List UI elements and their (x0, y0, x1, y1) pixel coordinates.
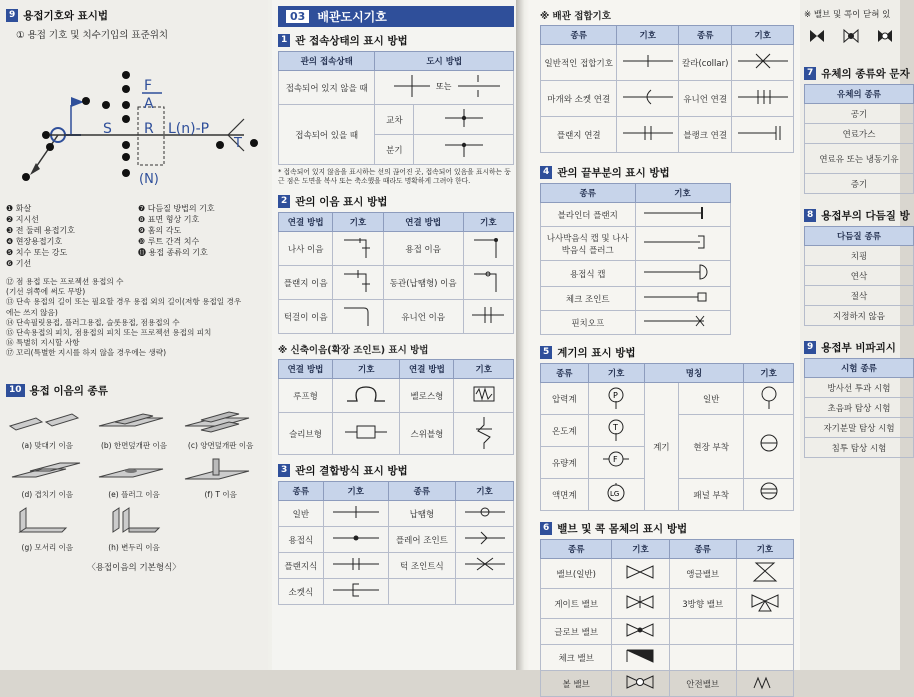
symbol-cell (456, 527, 514, 553)
table-cell: 플레어 조인트 (388, 527, 455, 553)
figure-caption: 〈용접이음의 기본형식〉 (87, 562, 181, 573)
column-header: 명칭 (644, 364, 743, 383)
column-header: 종류 (669, 540, 736, 559)
column-header: 기호 (588, 364, 644, 383)
table-cell: 안전밸브 (669, 671, 736, 697)
table-cell: 압력계 (541, 383, 589, 415)
table-cell: 연삭 (805, 266, 914, 286)
legend-item: ❻ 기선 (6, 259, 32, 268)
table-cell: 볼 밸브 (541, 671, 612, 697)
symbol-cell (323, 527, 388, 553)
note-line: ⑫ 점 용접 또는 프로젝션 용접의 수 (6, 277, 124, 286)
section-number: 8 (804, 209, 816, 222)
symbol-cell (414, 105, 514, 135)
label-S: S (103, 121, 112, 137)
symbol-cell (456, 579, 514, 605)
column-header: 시험 종류 (805, 359, 914, 378)
joint-label: (c) 양면덮개판 이음 (187, 440, 254, 450)
legend-item: ❹ 현장용접기호 (6, 237, 63, 246)
column-header: 기호 (332, 360, 399, 379)
chapter-band (278, 6, 514, 27)
section-5-heading (540, 345, 794, 360)
legend-item: ❽ 표면 형상 기호 (138, 215, 200, 224)
section-3-heading (278, 463, 514, 478)
joint-label: (f) T 이음 (204, 489, 237, 499)
column-header: 기호 (617, 26, 678, 45)
legend-item: ❾ 홈의 각도 (138, 226, 182, 235)
symbol-cell (736, 645, 793, 671)
joint-label: (a) 맞대기 이음 (21, 440, 74, 450)
table-cell: 유니언 연결 (678, 81, 732, 117)
symbol-cell (736, 671, 793, 697)
column-header: 종류 (541, 184, 636, 203)
pipe-end-table (540, 183, 731, 335)
table-cell: 용접식 (279, 527, 324, 553)
symbol-cell (463, 232, 513, 266)
note-line: (기선 위쪽에 써도 무방) (6, 287, 86, 297)
column-header: 유체의 종류 (805, 85, 914, 104)
table-cell: 마개와 소켓 연결 (541, 81, 617, 117)
symbol-cell (333, 232, 383, 266)
table-cell: 턱 조인트식 (388, 553, 455, 579)
finish-table (804, 226, 914, 326)
column-header: 기호 (333, 213, 383, 232)
legend-item: ❼ 다듬질 방법의 기호 (138, 204, 215, 213)
table-cell: 턱걸이 이음 (279, 300, 333, 334)
column-header: 종류 (541, 364, 589, 383)
column-header: 기호 (323, 482, 388, 501)
column-header: 다듬질 종류 (805, 227, 914, 246)
table-cell: 블랭크 연결 (678, 117, 732, 153)
gauge-table (540, 363, 794, 511)
column-header: 연결 방법 (279, 213, 333, 232)
table-cell (669, 645, 736, 671)
section-number: 2 (278, 195, 290, 208)
symbol-cell (736, 559, 793, 589)
table-cell: 앵글밸브 (669, 559, 736, 589)
symbol-cell (323, 553, 388, 579)
joint-figure (93, 506, 176, 553)
table-cell: 납땜형 (388, 501, 455, 527)
table-cell: 체크 밸브 (541, 645, 612, 671)
section-title: 유체의 종류와 문자 (821, 68, 910, 80)
column-header: 관의 접속상태 (279, 52, 375, 71)
joint-symbol-heading: ※ 배관 접합기호 (540, 11, 611, 22)
table-cell: 동관(납땜형) 이음 (383, 266, 463, 300)
gauge-letter: LG (610, 490, 620, 498)
section-number: 7 (804, 67, 816, 80)
joint-label: (e) 플러그 이음 (108, 489, 160, 499)
symbol-cell (732, 45, 794, 81)
symbol-cell (635, 203, 730, 227)
column-header: 기호 (456, 482, 514, 501)
section-10-heading (6, 383, 262, 398)
weld-symbol-diagram (6, 45, 262, 195)
middle-page (272, 0, 520, 670)
valve-closed-note: ※ 밸브 및 콕이 닫혀 있 (804, 10, 891, 20)
symbol-cell (736, 589, 793, 619)
column-header: 기호 (744, 364, 794, 383)
pipe-coupling-table (278, 481, 514, 605)
section-title: 용접부 비파괴시 (821, 342, 896, 354)
symbol-cell (736, 619, 793, 645)
column-header: 기호 (454, 360, 514, 379)
label-R: R (144, 121, 154, 137)
table-cell: 온도계 (541, 415, 589, 447)
column-header: 연결 방법 (400, 360, 454, 379)
table-cell: 자기분말 탐상 시험 (805, 418, 914, 438)
joint-label: (h) 변두리 이음 (108, 542, 160, 552)
joint-figure (6, 457, 89, 500)
table-cell: 체크 조인트 (541, 287, 636, 311)
section-title: 밸브 및 콕 몸체의 표시 방법 (557, 523, 688, 535)
section-1-heading (278, 33, 514, 48)
ndt-table (804, 358, 914, 458)
expansion-joint-table (278, 359, 514, 455)
symbol-cell (744, 415, 794, 479)
connection-table (278, 51, 514, 165)
symbol-cell (588, 447, 644, 479)
joint-symbol-table (540, 25, 794, 153)
table-cell: 블라인더 플랜지 (541, 203, 636, 227)
section-title: 관의 끝부분의 표시 방법 (557, 167, 670, 179)
symbol-cell (732, 81, 794, 117)
legend-item: ❶ 화살 (6, 204, 32, 213)
note-line: 에는 쓰지 않음) (6, 307, 58, 317)
table-cell: 접속되어 있지 않을 때 (279, 71, 375, 105)
table-cell: 공기 (805, 104, 914, 124)
column-header: 종류 (541, 26, 617, 45)
symbol-cell (635, 261, 730, 287)
table-cell (388, 579, 455, 605)
table-cell: 나사 이음 (279, 232, 333, 266)
symbol-cell (612, 671, 669, 697)
subheading: ① 용접 기호 및 치수기입의 표준위치 (16, 30, 169, 41)
table-cell: 칼라(collar) (678, 45, 732, 81)
table-cell: 플랜지 이음 (279, 266, 333, 300)
symbol-cell (454, 379, 514, 413)
legend-item: ❸ 전 둘레 용접기호 (6, 226, 75, 235)
note-line: ⑰ 꼬리(특별한 지시를 하지 않을 경우에는 생략) (6, 348, 167, 358)
table-cell: 글로브 밸브 (541, 619, 612, 645)
section-number: 5 (540, 346, 552, 359)
table-cell: 용접식 캡 (541, 261, 636, 287)
section-6-heading (540, 521, 794, 536)
table-cell: 접속되어 있을 때 (279, 105, 375, 165)
section-number: 3 (278, 464, 290, 477)
table-cell: 3방향 밸브 (669, 589, 736, 619)
note-line: ⑭ 단속필릿용접, 플러그용접, 슬롯용접, 점용접의 수 (6, 317, 180, 327)
symbol-cell (333, 300, 383, 334)
legend-item: ❷ 지시선 (6, 215, 39, 224)
joint-grid (6, 408, 262, 553)
joint-figure (6, 408, 89, 451)
symbol-cell (332, 413, 399, 455)
section-9-right-heading (804, 340, 900, 355)
column-header: 도시 방법 (375, 52, 514, 71)
gauge-letter: T (613, 423, 619, 432)
symbol-cell (463, 266, 513, 300)
valve-table (540, 539, 794, 697)
weld-notes (6, 277, 262, 359)
section-number: 10 (6, 384, 25, 397)
table-cell: 액면계 (541, 479, 589, 511)
section-9-heading (6, 8, 262, 23)
table-cell: 방사선 투과 시험 (805, 378, 914, 398)
symbol-cell (333, 266, 383, 300)
label-F: F (144, 78, 153, 94)
section-4-heading (540, 165, 794, 180)
section-number: 1 (278, 34, 290, 47)
column-header: 연결 방법 (279, 360, 333, 379)
table-cell: 플랜지식 (279, 553, 324, 579)
right-page (530, 0, 800, 690)
section-title: 용접기호와 표시법 (23, 10, 109, 22)
table-cell: 용접 이음 (383, 232, 463, 266)
joint-figure (93, 408, 176, 451)
symbol-cell (617, 81, 678, 117)
symbol-cell (323, 579, 388, 605)
gauge-letter: P (613, 391, 618, 400)
table-cell: 벨로스형 (400, 379, 454, 413)
table-cell: 패널 부착 (679, 479, 744, 511)
fluid-table (804, 84, 914, 194)
legend-item: ❿ 루트 간격 치수 (138, 237, 200, 246)
footnote: * 접속되어 있지 않음을 표시하는 선의 끊어진 곳, 접속되어 있음을 표시하는 둥근 점은 도면을 복사 또는 축소했을 때라도 명확하게 그려야 한다. (278, 168, 511, 185)
chapter-number: 03 (286, 10, 309, 23)
symbol-cell (635, 287, 730, 311)
table-cell: 일반적인 접합기호 (541, 45, 617, 81)
column-header: 종류 (541, 540, 612, 559)
table-cell: 분기 (375, 135, 414, 165)
symbol-cell (744, 479, 794, 511)
joint-label: (b) 한면덮개판 이음 (100, 440, 168, 450)
label-N: (N) (139, 172, 159, 187)
column-header: 종류 (388, 482, 455, 501)
symbol-cell (588, 479, 644, 511)
symbol-cell (744, 383, 794, 415)
symbol-cell (612, 645, 669, 671)
table-cell: 계기 (644, 383, 678, 511)
or-label: 또는 (436, 82, 452, 91)
symbol-cell (612, 589, 669, 619)
column-header: 종류 (279, 482, 324, 501)
joint-figure (179, 457, 262, 500)
section-number: 9 (804, 341, 816, 354)
joint-figure (6, 506, 89, 553)
column-header: 기호 (635, 184, 730, 203)
joint-figure (179, 408, 262, 451)
section-title: 관 접속상태의 표시 방법 (295, 35, 408, 47)
section-number: 4 (540, 166, 552, 179)
table-cell: 침투 탐상 시험 (805, 438, 914, 458)
table-cell: 밸브(일반) (541, 559, 612, 589)
symbol-cell (323, 501, 388, 527)
table-cell (669, 619, 736, 645)
table-cell: 절삭 (805, 286, 914, 306)
label-A: A (144, 96, 154, 112)
symbol-cell (612, 619, 669, 645)
table-cell: 지정하지 않음 (805, 306, 914, 326)
table-cell: 게이트 밸브 (541, 589, 612, 619)
column-header: 기호 (463, 213, 513, 232)
table-cell: 교차 (375, 105, 414, 135)
expansion-joint-heading: ※ 신축이음(확장 조인트) 표시 방법 (278, 345, 429, 356)
section-title: 용접부의 다듬질 방 (821, 210, 910, 222)
table-cell: 슬리브형 (279, 413, 333, 455)
table-cell: 핀치오프 (541, 311, 636, 335)
legend-item: ❺ 치수 또는 강도 (6, 248, 68, 257)
symbol-cell (635, 311, 730, 335)
symbol-cell (456, 553, 514, 579)
chapter-title: 배관도시기호 (317, 10, 387, 24)
symbol-cell (463, 300, 513, 334)
section-title: 관의 이음 표시 방법 (295, 196, 388, 208)
symbol-cell (612, 559, 669, 589)
symbol-cell (375, 71, 514, 105)
table-cell: 일반 (279, 501, 324, 527)
symbol-cell (332, 379, 399, 413)
symbol-cell (456, 501, 514, 527)
label-L: L(n)-P (168, 121, 210, 137)
gauge-letter: F (613, 455, 618, 464)
joint-figure (93, 457, 176, 500)
column-header: 기호 (732, 26, 794, 45)
left-page (0, 0, 268, 670)
section-title: 관의 결합방식 표시 방법 (295, 465, 408, 477)
table-cell: 연료가스 (805, 124, 914, 144)
column-header: 기호 (612, 540, 669, 559)
table-cell: 유량계 (541, 447, 589, 479)
weld-legend (6, 203, 262, 269)
symbol-cell (635, 227, 730, 261)
section-title: 용접 이음의 종류 (29, 384, 108, 397)
symbol-cell (617, 45, 678, 81)
section-title: 계기의 표시 방법 (557, 347, 636, 359)
section-8-heading (804, 208, 910, 223)
pipe-joint-table (278, 212, 514, 334)
closed-valve-symbols (804, 26, 900, 46)
table-cell: 현장 부착 (679, 415, 744, 479)
column-header: 연결 방법 (383, 213, 463, 232)
table-cell: 플랜지 연결 (541, 117, 617, 153)
column-header: 종류 (678, 26, 732, 45)
symbol-cell (588, 415, 644, 447)
note-line: ⑯ 특별히 지시할 사항 (6, 338, 80, 348)
joint-label: (d) 겹치기 이음 (21, 489, 74, 499)
label-T: T (234, 136, 242, 151)
book-gutter (516, 0, 530, 670)
symbol-cell (414, 135, 514, 165)
table-cell: 증기 (805, 174, 914, 194)
joint-label: (g) 모서리 이음 (21, 542, 74, 552)
legend-item: ⓫ 용접 종류의 기호 (138, 248, 208, 257)
far-right-page (800, 0, 910, 670)
table-cell: 유니언 이음 (383, 300, 463, 334)
symbol-cell (588, 383, 644, 415)
table-cell: 치핑 (805, 246, 914, 266)
symbol-cell (454, 413, 514, 455)
table-cell: 연료유 또는 냉동기유 (805, 144, 914, 174)
table-cell: 나사박음식 캡 및 나사박음식 플러그 (541, 227, 636, 261)
column-header: 기호 (736, 540, 793, 559)
symbol-cell (617, 117, 678, 153)
section-2-heading (278, 194, 514, 209)
table-cell: 초음파 탐상 시험 (805, 398, 914, 418)
section-number: 6 (540, 522, 552, 535)
table-cell: 루프형 (279, 379, 333, 413)
table-cell: 일반 (679, 383, 744, 415)
section-number: 9 (6, 9, 18, 22)
note-line: ⑬ 단속 용접의 길이 또는 필요할 경우 용접 외의 길이(저항 용접일 경우 (6, 297, 242, 307)
section-7-heading (804, 66, 910, 81)
symbol-cell (732, 117, 794, 153)
table-cell: 소켓식 (279, 579, 324, 605)
table-cell: 스위블형 (400, 413, 454, 455)
note-line: ⑮ 단속용접의 피치, 점용접의 피치 또는 프로젝션 용접의 피치 (6, 328, 212, 338)
